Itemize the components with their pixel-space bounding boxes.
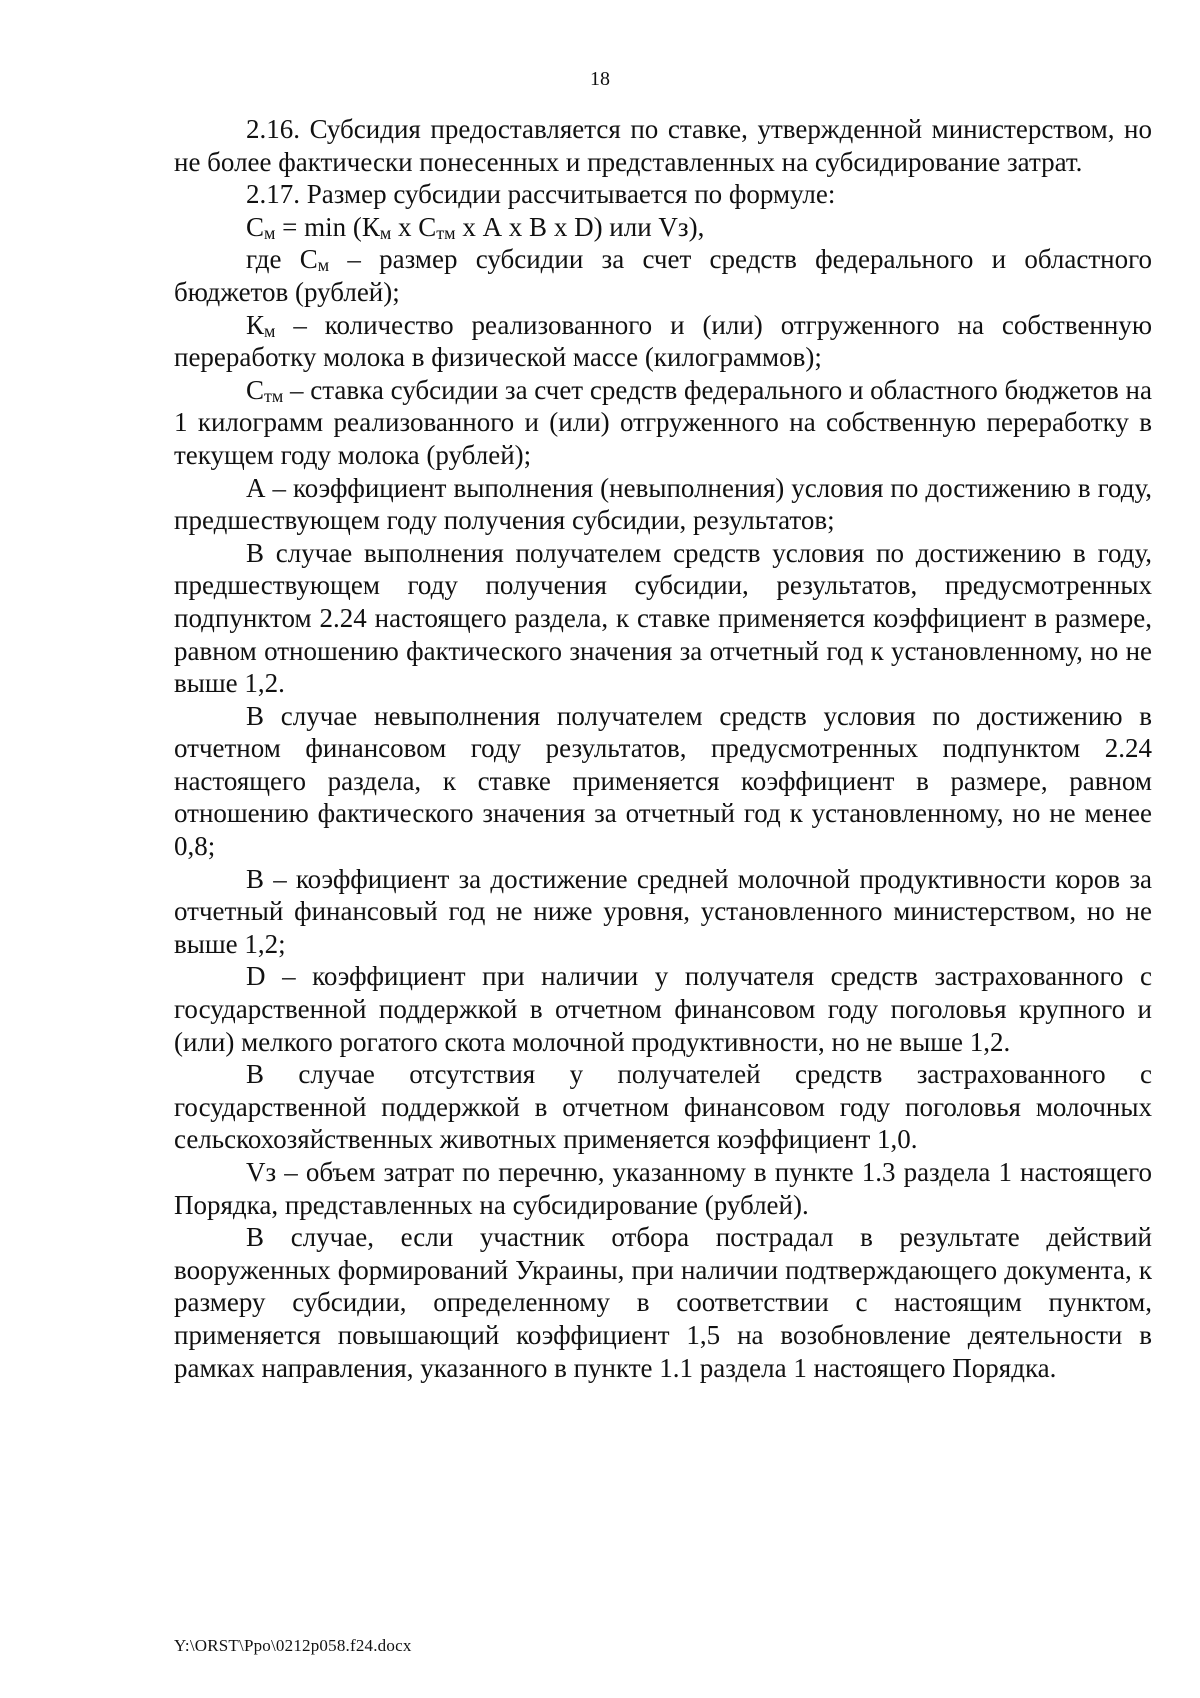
- definition-cm-subscript: м: [317, 255, 330, 276]
- definition-cm: [174, 243, 1152, 308]
- subsidy-formula: [174, 211, 1152, 244]
- definition-a: А – коэффициент выполнения (невыполнения) условия по достижению в году, предшествующем году получения субсидии, результатов;: [174, 472, 1152, 536]
- definition-ctm-text: – ставка субсидии за счет средств федерального и областного бюджетов на 1 килограмм реализованного и (или) отгруженного на собственную переработку в текущем году молока (рублей);: [174, 374, 1152, 470]
- definition-km-text: – количество реализованного и (или) отгруженного на собственную переработку молока в физической массе (килограммов);: [174, 309, 1152, 373]
- definition-a-case-fulfilled: В случае выполнения получателем средств условия по достижению в году, предшествующем году получения субсидии, результатов, предусмотренных подпунктом 2.24 настоящего раздела, к ставке применяется коэффициент в размере, равном отношению фактического значения за отчетный год к установленному, но не выше 1,2.: [174, 537, 1152, 699]
- definition-a-case-unfulfilled: В случае невыполнения получателем средств условия по достижению в отчетном финансовом году результатов, предусмотренных подпунктом 2.24 настоящего раздела, к ставке применяется коэффициент в размере, равном отношению фактического значения за отчетный год к установленному, но не менее 0,8;: [174, 700, 1152, 862]
- footer-file-path: Y:\ORST\Ppo\0212p058.f24.docx: [174, 1636, 412, 1655]
- definition-km: [174, 309, 1152, 374]
- definition-d: D – коэффициент при наличии у получателя средств застрахованного с государственной поддержкой в отчетном финансовом году поголовья крупного и (или) мелкого рогатого скота молочной продуктивности, но не выше 1,2.: [174, 961, 1152, 1057]
- definition-b: В – коэффициент за достижение средней молочной продуктивности коров за отчетный финансовый год не ниже уровня, установленного министерством, но не выше 1,2;: [174, 863, 1152, 959]
- definition-vz: Vз – объем затрат по перечню, указанному в пункте 1.3 раздела 1 настоящего Порядка, представленных на субсидирование (рублей).: [174, 1157, 1152, 1220]
- page-number: 18: [590, 68, 610, 90]
- formula-rest: х А х В х D) или Vз),: [455, 211, 705, 242]
- definition-cm-symbol: где С: [246, 244, 318, 275]
- definition-km-subscript: м: [264, 320, 276, 341]
- formula-min: = min (К: [275, 211, 380, 242]
- definition-ctm: [174, 374, 1152, 472]
- formula-lhs-subscript: м: [264, 222, 276, 243]
- definition-d-case: В случае отсутствия у получателей средств застрахованного с государственной поддержкой в отчетном финансовом году поголовья молочных сельскохозяйственных животных применяется коэффициент 1,0.: [174, 1059, 1152, 1155]
- definition-cm-text: – размер субсидии за счет средств федерального и областного бюджетов (рублей);: [174, 244, 1152, 307]
- document-body: [174, 113, 1152, 1384]
- formula-lhs: С: [246, 211, 265, 242]
- formula-times-c: х С: [391, 211, 437, 242]
- definition-ctm-symbol: С: [246, 374, 265, 405]
- formula-k-subscript: м: [379, 222, 392, 243]
- paragraph-2-17: 2.17. Размер субсидии рассчитывается по формуле:: [246, 179, 836, 210]
- definition-km-symbol: К: [246, 309, 265, 340]
- definition-ctm-subscript: тм: [264, 385, 284, 406]
- paragraph-ukraine-coefficient: В случае, если участник отбора пострадал в результате действий вооруженных формирований Украины, при наличии подтверждающего документа, к размеру субсидии, определенному в соответствии с настоящим пунктом, применяется повышающий коэффициент 1,5 на возобновление деятельности в рамках направления, указанного в пункте 1.1 раздела 1 настоящего Порядка.: [174, 1222, 1152, 1383]
- paragraph-2-16: 2.16. Субсидия предоставляется по ставке, утвержденной министерством, но не более фактически понесенных и представленных на субсидирование затрат.: [174, 114, 1152, 177]
- formula-c-subscript: тм: [436, 222, 456, 243]
